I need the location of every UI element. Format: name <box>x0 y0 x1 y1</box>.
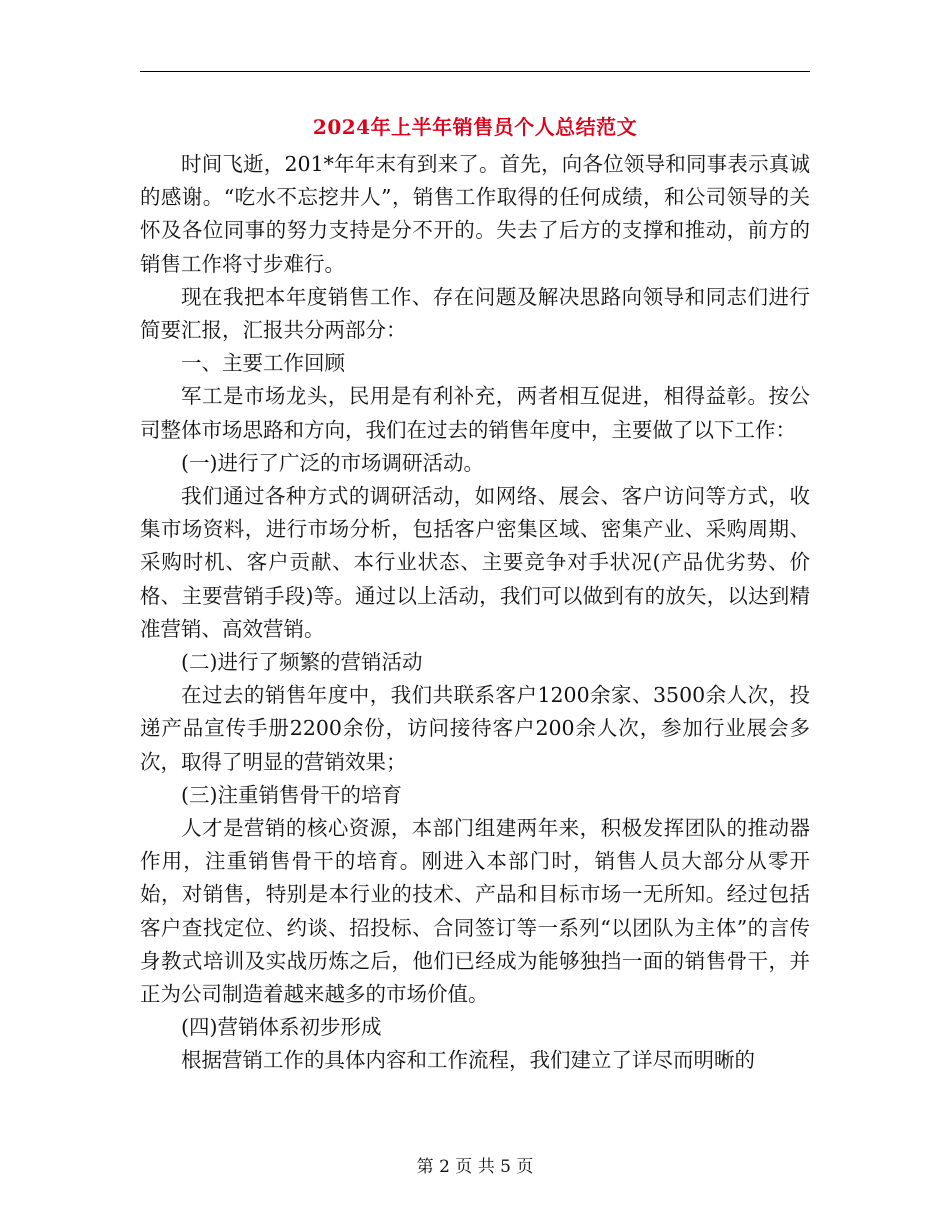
paragraph-system: 根据营销工作的具体内容和工作流程，我们建立了详尽而明晰的 <box>181 1048 755 1073</box>
document-title: 2024年上半年销售员个人总结范文 <box>312 115 638 139</box>
subheading-system: (四)营销体系初步形成 <box>181 1015 382 1040</box>
paragraph-marketing: 在过去的销售年度中，我们共联系客户1200余家、3500余人次，投递产品宣传手册2200余份，访问接待客户200余人次，参加行业展会多次，取得了明显的营销效果； <box>140 683 810 774</box>
paragraph-report-intro: 现在我把本年度销售工作、存在问题及解决思路向领导和同志们进行简要汇报，汇报共分两部分： <box>140 284 810 343</box>
page-footer: 第 2 页 共 5 页 <box>416 1157 534 1177</box>
subheading-research: (一)进行了广泛的市场调研活动。 <box>181 450 484 475</box>
subheading-marketing: (二)进行了频繁的营销活动 <box>181 650 423 675</box>
header-rule <box>140 71 810 72</box>
section-heading-1: 一、主要工作回顾 <box>181 351 345 376</box>
document-body <box>140 148 810 1078</box>
paragraph-research: 我们通过各种方式的调研活动，如网络、展会、客户访问等方式，收集市场资料，进行市场分析，包括客户密集区域、密集产业、采购周期、采购时机、客户贡献、本行业状态、主要竞争对手状况(产品优劣势、价格、主要营销手段)等。通过以上活动，我们可以做到有的放矢，以达到精准营销、高效营销。 <box>140 484 810 641</box>
subheading-talent: (三)注重销售骨干的培育 <box>181 782 402 807</box>
paragraph-military-civil: 军工是市场龙头，民用是有利补充，两者相互促进，相得益彰。按公司整体市场思路和方向，我们在过去的销售年度中，主要做了以下工作： <box>140 384 810 442</box>
paragraph-talent: 人才是营销的核心资源，本部门组建两年来，积极发挥团队的推动器作用，注重销售骨干的培育。刚进入本部门时，销售人员大部分从零开始，对销售，特别是本行业的技术、产品和目标市场一无所知。经过包括客户查找定位、约谈、招投标、合同签订等一系列“以团队为主体”的言传身教式培训及实战历炼之后，他们已经成为能够独挡一面的销售骨干，并正为公司制造着越来越多的市场价值。 <box>140 816 810 1007</box>
paragraph-intro: 时间飞逝，201*年年末有到来了。首先，向各位领导和同事表示真诚的感谢。“吃水不忘挖井人”，销售工作取得的任何成绩，和公司领导的关怀及各位同事的努力支持是分不开的。失去了后方的支撑和推动，前方的销售工作将寸步难行。 <box>140 152 810 276</box>
